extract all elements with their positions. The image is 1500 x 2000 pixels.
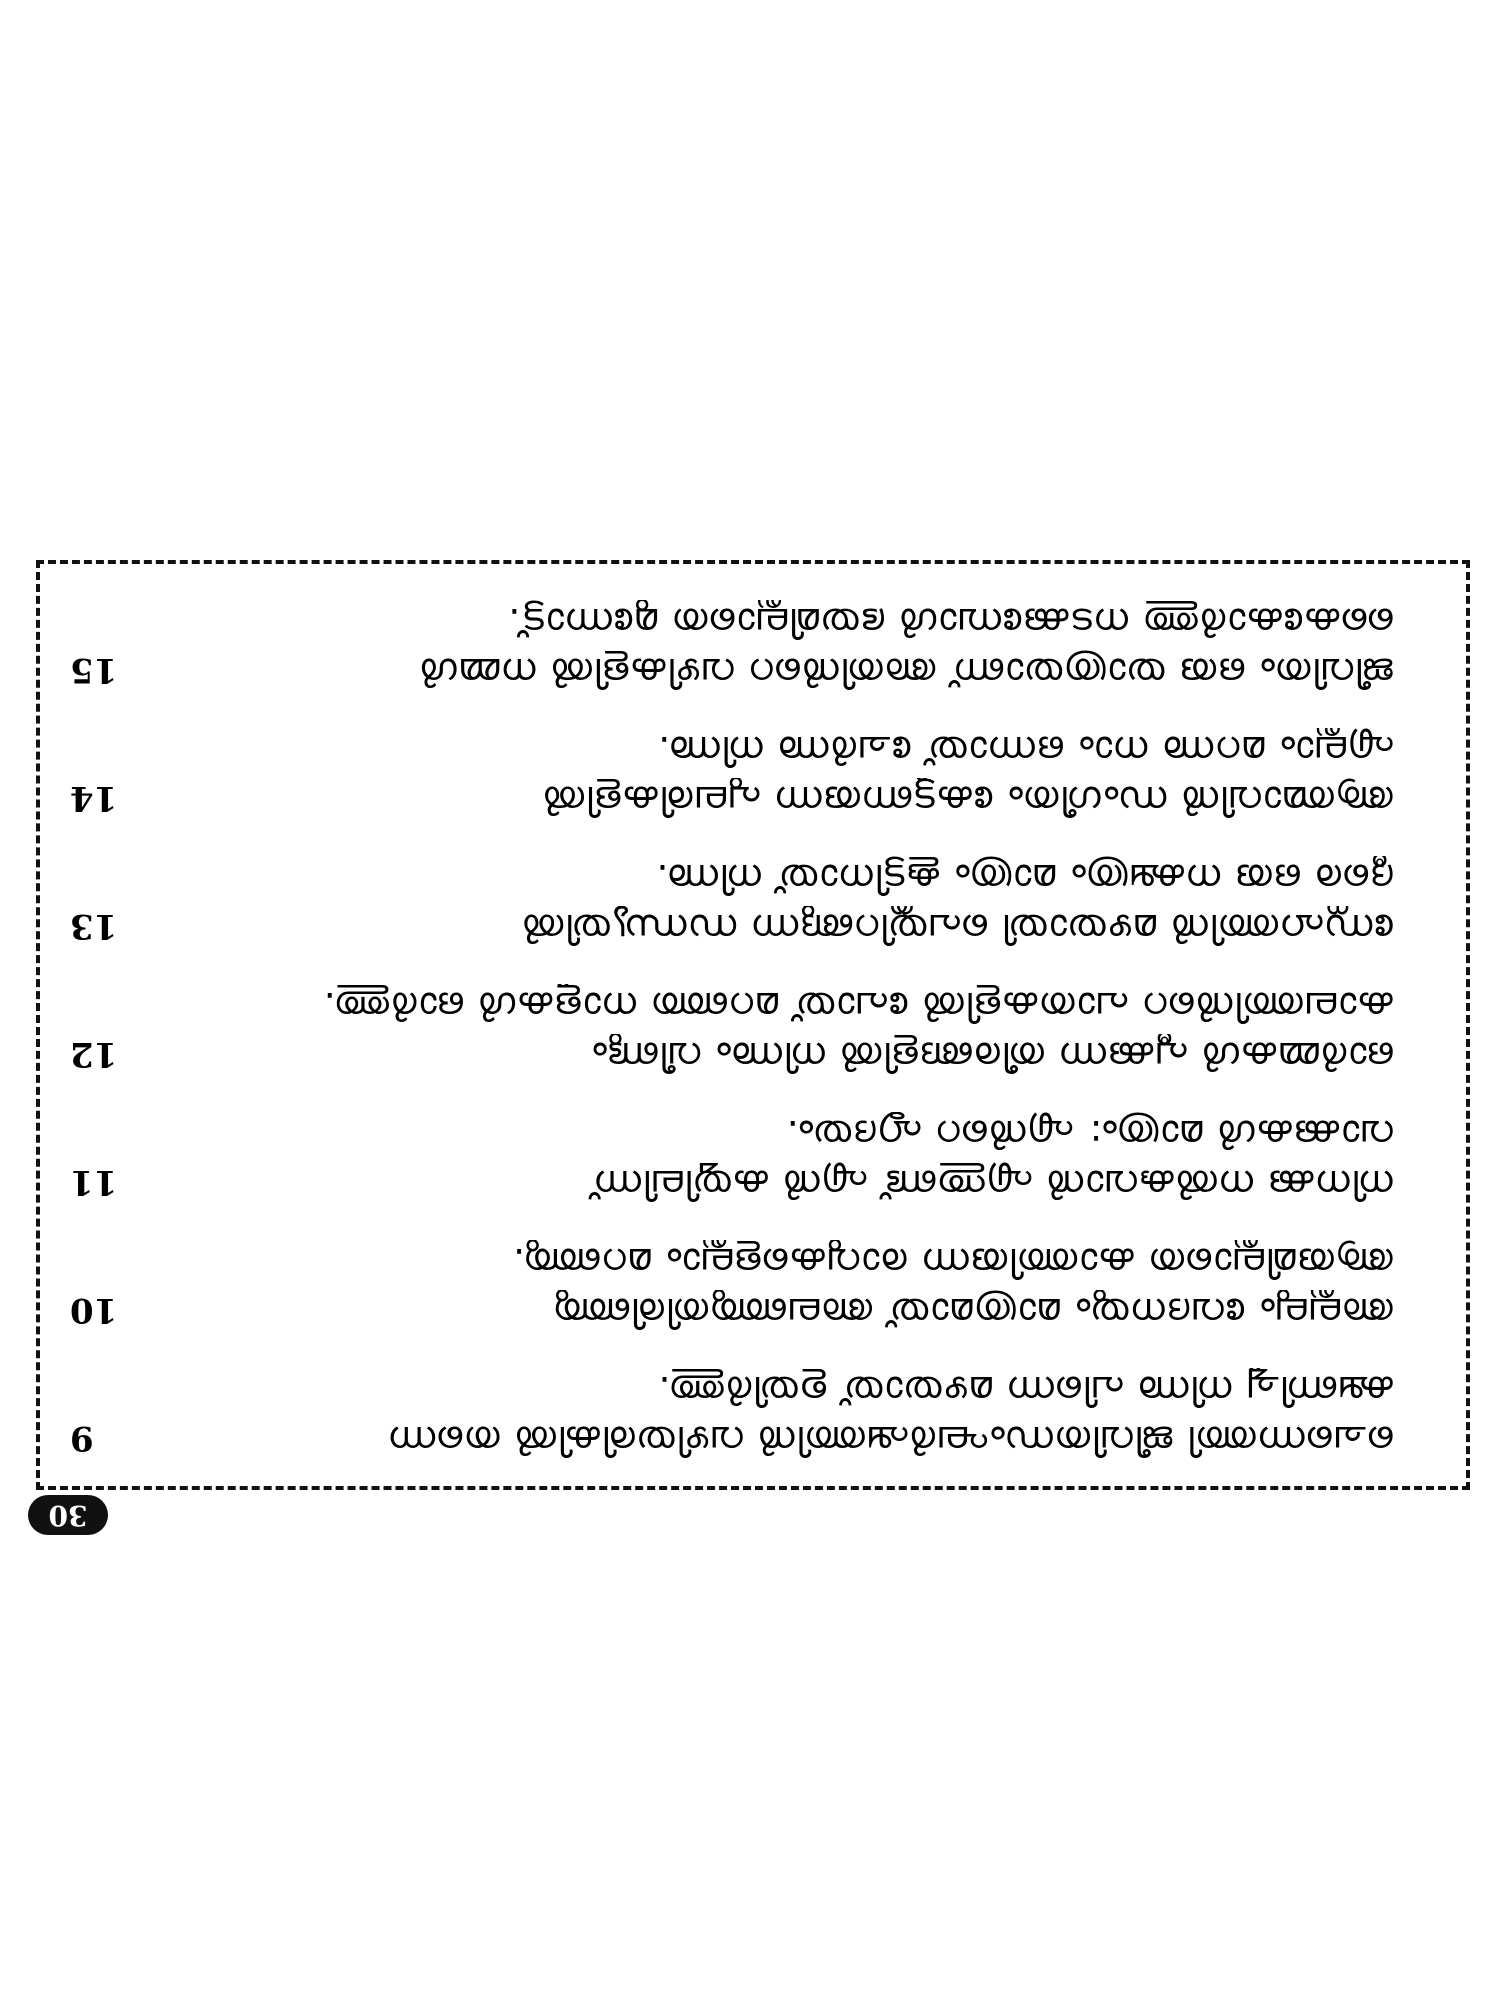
verse-line: ഓര്‍മ്മകള്‍ പൂക്കുന്ന തീരങ്ങളില്‍ നിന്നും വീണ്ടും [592, 1034, 1396, 1078]
page-number-badge: 30 [28, 1495, 108, 1535]
verse-number: 13 [70, 906, 118, 946]
verse-10 [60, 1238, 1396, 1338]
verse-line: നിനക്കു നല്‍കുവാന്‍ എന്തുണ്ട് എന്‍ കയ്യിലിന്ന് [591, 1162, 1396, 1206]
verse-line: ജീവിതം ഒരു യാത്രയാണ് അതിന്‍റെ വഴികളില്‍ നമ്മള്‍ [420, 650, 1396, 694]
verse-number: 11 [70, 1162, 118, 1202]
verse-number: 12 [70, 1034, 118, 1074]
verse-line: ദൂരെ ഒരു നക്ഷത്രം മാത്രം കൂട്ടിനായ് നിന്നു. [655, 856, 1396, 900]
verse-11 [60, 1110, 1396, 1210]
verse-line: വാക്കുകള്‍ മാത്രം: എന്‍റെ ഹൃദയം. [785, 1112, 1396, 1156]
verse-line: ആരുമില്ലാതെ കാത്തിരുന്ന രാവുകളെല്ലാം മറഞ്ഞു. [512, 1240, 1396, 1284]
verse-number: 15 [70, 650, 118, 690]
verse-line: ആത്മാവിന്‍ സംഗീതം കേട്ടുണരുന്ന പുലരികളില്‍ [543, 778, 1396, 822]
verse-15 [60, 598, 1396, 698]
verse-line: ക്ഷണിച്ചു നിന്നു പിന്നെ മഴയായ് ഉയിര്‍ത്തു. [657, 1368, 1396, 1412]
verse-12 [60, 982, 1396, 1082]
verse-9 [60, 1366, 1396, 1466]
verse-line: ചെന്നെത്തി ജീവിതസംഘര്‍ഷത്തിന്‍ വഴിയരികില്‍ തന്നെ [389, 1418, 1396, 1462]
dashed-verse-frame [36, 560, 1470, 1490]
verse-line: കൈകോര്‍ത്തു നടക്കുമ്പോള്‍ ഭയമില്ലാതെ മുന്നോട്ട്. [507, 600, 1396, 644]
verse-number: 10 [70, 1290, 118, 1330]
verse-13 [60, 854, 1396, 954]
verse-number: 14 [70, 778, 118, 818]
verse-line: സ്നേഹത്തിന്‍ മഴയായി പെയ്തിറങ്ങുന്ന സന്ധ്യയില്‍ [523, 906, 1396, 950]
verse-14 [60, 726, 1396, 826]
verse-line: എല്ലാം മറന്നു നാം ഒന്നായ് ചേര്‍ന്നു നിന്നു. [657, 728, 1396, 772]
verse-number: 9 [70, 1418, 94, 1458]
verse-line: കാലത്തിന്‍റെ പാതകളില്‍ പോയ് മറഞ്ഞ നാളുകള്‍ ഓര്‍ത്തു. [322, 984, 1396, 1028]
verse-line: അല്ലലും വേദനയും മാത്രമായ് അലഞ്ഞുതിരിഞ്ഞു [554, 1290, 1396, 1334]
